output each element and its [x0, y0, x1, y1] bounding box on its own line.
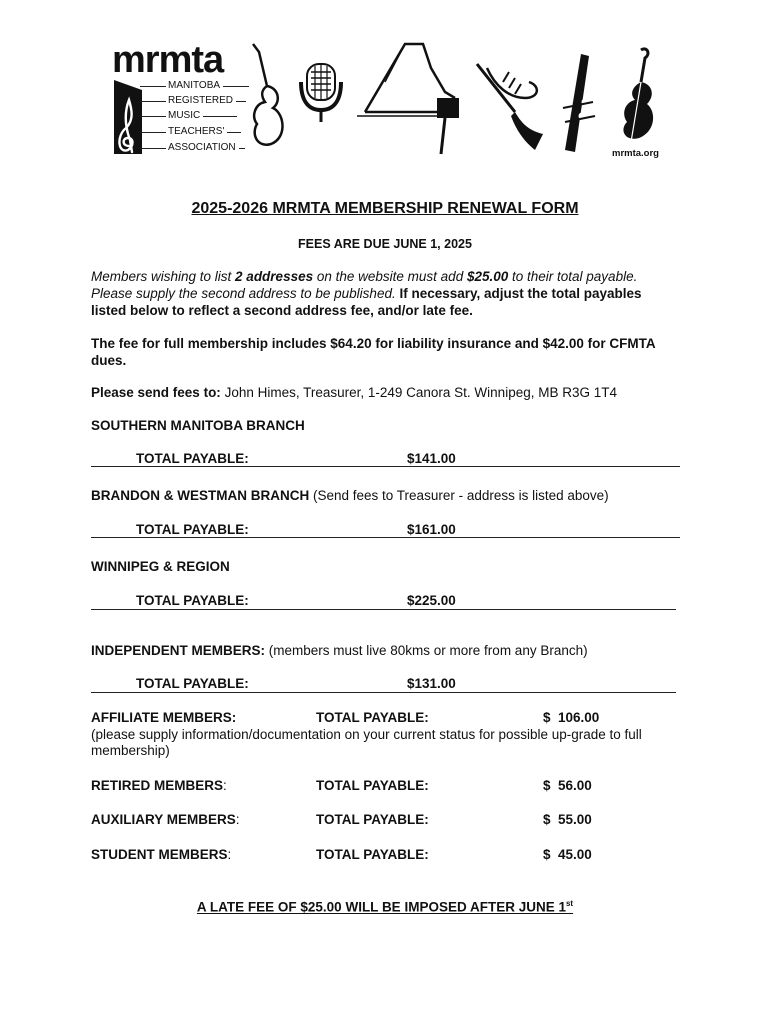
- branch-name-independent: INDEPENDENT MEMBERS: (members must live 80kms or more from any Branch): [91, 643, 588, 658]
- payable-label-southern: TOTAL PAYABLE:: [136, 451, 249, 466]
- org-line-1: MANITOBA: [140, 80, 249, 92]
- org-line-3: MUSIC: [140, 110, 237, 122]
- divider: [91, 692, 676, 693]
- form-title: 2025-2026 MRMTA MEMBERSHIP RENEWAL FORM: [191, 200, 579, 217]
- auxiliary-amount: $ 55.00: [543, 812, 592, 827]
- amount-southern: $141.00: [407, 451, 456, 466]
- website-url: mrmta.org: [612, 148, 659, 159]
- due-date-subtitle: FEES ARE DUE JUNE 1, 2025: [298, 237, 472, 251]
- student-amount: $ 45.00: [543, 847, 592, 862]
- payable-label-independent: TOTAL PAYABLE:: [136, 676, 249, 691]
- retired-payable-label: TOTAL PAYABLE:: [316, 778, 429, 793]
- divider: [91, 609, 676, 610]
- trumpet-icon: [477, 64, 543, 150]
- branch-name-brandon: BRANDON & WESTMAN BRANCH (Send fees to Treasurer - address is listed above): [91, 488, 609, 503]
- microphone-icon: [301, 64, 341, 122]
- affiliate-amount: $ 106.00: [543, 710, 600, 725]
- auxiliary-label: AUXILIARY MEMBERS:: [91, 812, 240, 827]
- second-address-note-line1: Members wishing to list 2 addresses on the website must add $25.00 to their total payable.: [91, 269, 638, 284]
- divider: [91, 537, 680, 538]
- fee-breakdown-line2: dues.: [91, 353, 127, 368]
- affiliate-note-line1: (please supply information/documentation on your current status for possible up-grade to full: [91, 727, 642, 742]
- retired-amount: $ 56.00: [543, 778, 592, 793]
- violin-icon: [623, 49, 653, 154]
- amount-winnipeg: $225.00: [407, 593, 456, 608]
- auxiliary-payable-label: TOTAL PAYABLE:: [316, 812, 429, 827]
- grand-piano-icon: [357, 44, 459, 154]
- retired-label: RETIRED MEMBERS:: [91, 778, 227, 793]
- org-line-2: REGISTERED: [140, 95, 246, 107]
- student-payable-label: TOTAL PAYABLE:: [316, 847, 429, 862]
- amount-independent: $131.00: [407, 676, 456, 691]
- affiliate-payable-label: TOTAL PAYABLE:: [316, 710, 429, 725]
- logo-wordmark: mrmta: [112, 39, 224, 81]
- clarinet-icon: [563, 54, 595, 152]
- send-fees-line: Please send fees to: John Himes, Treasurer, 1-249 Canora St. Winnipeg, MB R3G 1T4: [91, 385, 617, 400]
- amount-brandon: $161.00: [407, 522, 456, 537]
- affiliate-note-line2: membership): [91, 743, 170, 758]
- late-fee-notice: A LATE FEE OF $25.00 WILL BE IMPOSED AFTER JUNE 1st: [196, 899, 574, 915]
- second-address-note-line3: listed below to reflect a second address fee, and/or late fee.: [91, 303, 473, 318]
- org-line-4: TEACHERS': [140, 126, 241, 138]
- affiliate-label: AFFILIATE MEMBERS:: [91, 710, 237, 725]
- second-address-note-line2: Please supply the second address to be published. If necessary, adjust the total payables: [91, 286, 642, 301]
- fee-breakdown-line1: The fee for full membership includes $64.20 for liability insurance and $42.00 for CFMTA: [91, 336, 656, 351]
- branch-name-winnipeg: WINNIPEG & REGION: [91, 559, 230, 574]
- org-line-5: ASSOCIATION: [140, 142, 245, 154]
- guitar-icon: [253, 44, 283, 145]
- student-label: STUDENT MEMBERS:: [91, 847, 232, 862]
- payable-label-winnipeg: TOTAL PAYABLE:: [136, 593, 249, 608]
- divider: [91, 466, 680, 467]
- branch-name-southern: SOUTHERN MANITOBA BRANCH: [91, 418, 305, 433]
- instruments-illustration: [245, 42, 665, 157]
- payable-label-brandon: TOTAL PAYABLE:: [136, 522, 249, 537]
